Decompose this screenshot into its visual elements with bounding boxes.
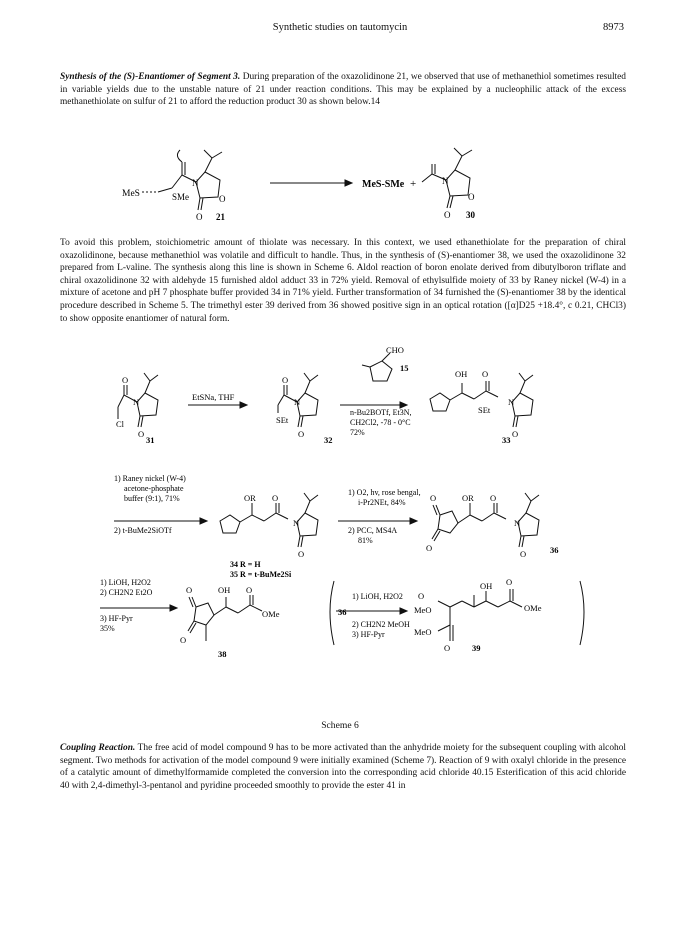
o-lactone-36: O: [426, 543, 433, 553]
o-carbonyl-36: O: [520, 549, 527, 559]
reagent-diazomethane-2: 2) CH2N2 MeOH: [352, 620, 410, 629]
n-atom-36: N: [514, 518, 521, 528]
compound-label-15: 15: [400, 363, 409, 373]
o-carbonyl-30: O: [444, 210, 451, 220]
running-header: [0, 22, 680, 38]
paragraph-text: To avoid this problem, stoichiometric amount of thiolate was necessary. In this context, we used ethanethiolate for the preparation of chiral oxazolidinone, because methanethiol was volatile and difficult to handle. Thus, in the synthesis of (S)-enantiomer 38, we used the oxazolidinone 32 prepared from L-valine. The synthesis along this line is shown in Scheme 6. Aldol reaction of boron enolate derived from dibutylboron triflate and chiral oxazolidinone 32 with aldehyde 15 furnished aldol adduct 33 in 72% yield. Removal of ethylsulfide moiety of 33 by Raney nickel (W-4) in a mixture of acetone and pH 7 phosphate buffer provided 34 in 71% yield. Further transformation of 34 furnished the (S)-enantiomer 38 by the identical procedure described in Scheme 5. The trimethyl ester 39 derived from 36 showed positive sign in an optical rotation ([α]D25 +18.4°, c 0.21, CHCl3) to show opposite enantiomer of natural form.: [60, 238, 626, 324]
paragraph-enantiomer-synthesis: [60, 71, 626, 109]
compound-label-36: 36: [550, 545, 559, 555]
reagent-acetone-phosphate: acetone-phosphate: [124, 484, 184, 493]
ome-group-38: OMe: [262, 609, 280, 619]
n-atom-21: N: [192, 178, 199, 188]
meo-group-39-b: MeO: [414, 627, 432, 637]
oh-group-39: OH: [480, 581, 493, 591]
o-atom-36: O: [490, 493, 497, 503]
reaction-scheme-21-to-30: [100, 140, 540, 222]
butenolide-38: [194, 603, 214, 625]
oxazolidinone-ring-21: [196, 172, 220, 198]
reagent-boron-triflate: n-Bu2BOTf, Et3N,: [350, 408, 412, 417]
ring-32: [297, 393, 318, 416]
compound-label-35: 35 R = t-BuMe2Si: [230, 570, 292, 579]
reagent-yield-35: 35%: [100, 624, 115, 633]
n-atom-33: N: [508, 397, 515, 407]
o-carbonyl-34: O: [298, 549, 305, 559]
compound-label-33: 33: [502, 435, 511, 445]
section-heading: Synthesis of the (S)-Enantiomer of Segment 3.: [60, 72, 241, 82]
o-atom-39-c: O: [444, 643, 451, 653]
compound-label-34: 34 R = H: [230, 560, 261, 569]
oxazolidinone-ring-30: [446, 170, 470, 196]
o-atom-34: O: [272, 493, 279, 503]
o-atom-39-b: O: [506, 577, 513, 587]
scheme-6-diagram: [100, 345, 620, 663]
o-atom-38: O: [246, 585, 253, 595]
n-atom-30: N: [442, 176, 449, 186]
n-atom-32: N: [294, 397, 301, 407]
o-atom-30: O: [468, 192, 475, 202]
section-heading: Coupling Reaction.: [60, 743, 136, 753]
reagent-silylation: 2) t-BuMe2SiOTf: [114, 526, 172, 535]
o-lactone-38: O: [180, 635, 187, 645]
reagent-raney-nickel: 1) Raney nickel (W-4): [114, 474, 186, 483]
set-atom-33: SEt: [478, 405, 491, 415]
compound-label-36-ref: 36: [338, 607, 347, 617]
running-title: Synthetic studies on tautomycin: [272, 22, 408, 33]
furan-aldehyde-15: [370, 361, 392, 381]
o-carbonyl-31: O: [138, 429, 145, 439]
oh-group-38: OH: [218, 585, 231, 595]
cl-atom: Cl: [116, 419, 125, 429]
reagent-hf-pyr-2: 3) HF-Pyr: [352, 630, 385, 639]
or-group-36: OR: [462, 493, 474, 503]
reagent-base-yield: i-Pr2NEt, 84%: [358, 498, 406, 507]
o-atom-39-a: O: [418, 591, 425, 601]
butenolide-36: [438, 511, 458, 533]
reagent-hf-pyr: 3) HF-Pyr: [100, 614, 133, 623]
reagent-buffer-yield: buffer (9:1), 71%: [124, 494, 180, 503]
ring-36: [518, 513, 539, 536]
product-disulfide: MeS-SMe: [362, 179, 405, 190]
meo-group-39-a: MeO: [414, 605, 432, 615]
compound-label-30: 30: [466, 210, 475, 220]
o-atom-31: O: [122, 375, 129, 385]
reagent-yield-81: 81%: [358, 536, 373, 545]
sme-label: SMe: [172, 192, 190, 202]
reagent-ethanethiolate: EtSNa, THF: [192, 392, 235, 402]
o-atom-32: O: [282, 375, 289, 385]
compound-label-21: 21: [216, 212, 225, 222]
n-atom-31: N: [133, 397, 140, 407]
scheme-caption: Scheme 6: [321, 720, 359, 731]
o-atom-36-top: O: [430, 493, 437, 503]
reagent-pcc: 2) PCC, MS4A: [348, 526, 398, 535]
reagent-yield-72: 72%: [350, 428, 365, 437]
page-number: 8973: [603, 22, 624, 33]
ring-33: [512, 393, 533, 416]
paragraph-scheme6-discussion: [60, 237, 626, 325]
reagent-photooxidation: 1) O2, hv, rose bengal,: [348, 488, 421, 497]
reagent-diazomethane: 2) CH2N2 Et2O: [100, 588, 153, 597]
cho-group: CHO: [386, 345, 404, 355]
paragraph-text: The free acid of model compound 9 has to be more activated than the anhydride moiety for the subsequent coupling with alcohol segment. Two methods for activation of the model compound 9 were initially examined (Scheme 7). Reaction of 9 with oxalyl chloride in the presence of a catalytic amount of dimethylformamide completed the conversion into the corresponding acid chloride 40.15 Esterification of this acid chloride 40 with 2,4-dimethyl-3-pentanol and pyridine proceeded smoothly to provide the ester 41 in: [60, 743, 626, 791]
compound-label-31: 31: [146, 435, 155, 445]
compound-label-39: 39: [472, 643, 481, 653]
furan-33: [430, 393, 450, 411]
compound-label-32: 32: [324, 435, 333, 445]
ring-34: [297, 513, 318, 536]
o-atom-21: O: [219, 194, 226, 204]
paragraph-text: During preparation of the oxazolidinone 21, we observed that use of methanethiol sometimes resulted in variable yields due to the unstable nature of 21 under reaction conditions. This may be explained by a nucleophilic attack of the excess methanethiolate on sulfur of 21 to afford the reduction product 30 as shown below.14: [60, 72, 626, 108]
o-atom-33: O: [482, 369, 489, 379]
o-carbonyl-32: O: [298, 429, 305, 439]
furan-34: [220, 515, 240, 533]
compound-label-38: 38: [218, 649, 227, 659]
reagent-conditions: CH2Cl2, -78 - 0°C: [350, 418, 411, 427]
o-carbonyl-21: O: [196, 212, 203, 222]
ome-group-39: OMe: [524, 603, 542, 613]
o-carbonyl-33: O: [512, 429, 519, 439]
or-group-34: OR: [244, 493, 256, 503]
plus-sign: +: [410, 178, 417, 190]
oh-group-33: OH: [455, 369, 468, 379]
paragraph-coupling-reaction: [60, 742, 626, 792]
set-atom-32: SEt: [276, 415, 289, 425]
ring-31: [137, 393, 158, 416]
o-atom-38-top: O: [186, 585, 193, 595]
mes-left-label: MeS: [122, 189, 140, 199]
reagent-lioh-2: 1) LiOH, H2O2: [352, 592, 403, 601]
n-atom-34: N: [293, 518, 300, 528]
reagent-lioh: 1) LiOH, H2O2: [100, 578, 151, 587]
